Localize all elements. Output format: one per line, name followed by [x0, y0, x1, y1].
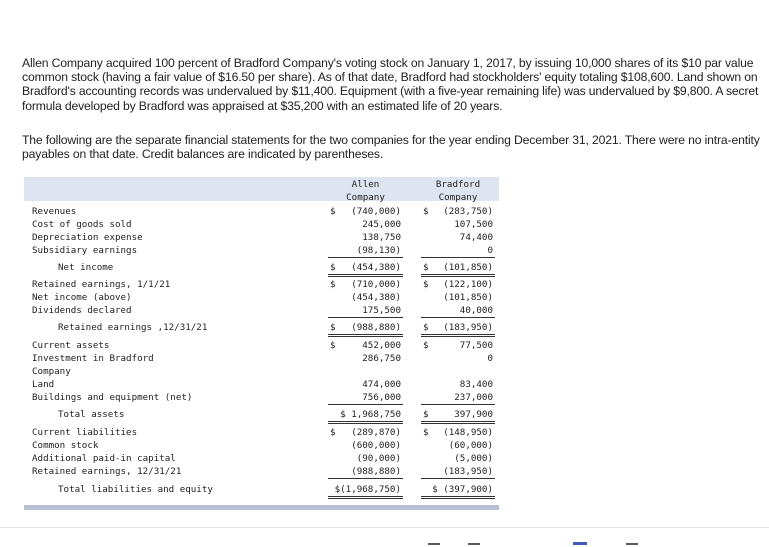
table-row: [24, 439, 499, 452]
bradford-cell: 0: [421, 244, 495, 258]
row-label: Dividends declared: [32, 305, 132, 316]
allen-cell: $ 452,000: [330, 340, 401, 351]
table-row: [24, 321, 499, 334]
allen-cell: 474,000: [362, 379, 401, 390]
next-nav-icon[interactable]: [468, 543, 480, 545]
row-label: Total liabilities and equity: [58, 484, 213, 495]
table-row: [24, 465, 499, 478]
table-row: [24, 352, 499, 365]
row-label: Depreciation expense: [32, 232, 143, 243]
bradford-header: Bradford Company: [435, 179, 481, 203]
table-bottom-bar: [24, 505, 499, 510]
grid-menu-icon[interactable]: [573, 542, 587, 545]
expand-icon[interactable]: [626, 543, 638, 545]
allen-cell: $ (710,000): [330, 279, 401, 290]
allen-cell: (600,000): [351, 440, 401, 451]
table-row: [24, 218, 499, 231]
bradford-cell: $ (122,100): [423, 279, 493, 290]
bradford-cell: $ (183,950): [421, 321, 495, 337]
allen-cell: $ 1,968,750: [328, 408, 403, 424]
bradford-cell: 74,400: [459, 232, 493, 243]
allen-cell: 286,750: [362, 353, 401, 364]
row-label: Common stock: [32, 440, 99, 451]
bradford-cell: $ 397,900: [421, 408, 495, 424]
allen-cell: $ (740,000): [330, 206, 401, 217]
problem-paragraph-1: Allen Company acquired 100 percent of Bradford Company's voting stock on January 1, 2017, by issuing 10,000 shares of its $10 par value common stock (having a fair value of $16.50 per share). As of that date, Bradford had stockholders' equity totaling $108,600. Land shown on Bradford's accounting records was undervalued by $11,400. Equipment (with a five-year remaining life) was undervalued by $9,800. A secret formula developed by Bradford was appraised at $35,200 with an estimated life of 20 years.: [22, 56, 759, 113]
table-row: [24, 278, 499, 291]
bradford-cell: 107,500: [454, 219, 493, 230]
bradford-cell: $ (397,900): [421, 483, 495, 499]
allen-cell: (98,130): [328, 244, 403, 258]
allen-header: Allen Company: [346, 179, 385, 203]
bradford-cell: (60,000): [448, 440, 493, 451]
bradford-cell: 40,000: [421, 304, 495, 318]
allen-cell: 245,000: [362, 219, 401, 230]
table-row: [24, 339, 499, 352]
table-row: [24, 205, 499, 218]
row-label: Retained earnings, 12/31/21: [32, 466, 182, 477]
footer-divider: [0, 527, 769, 528]
row-label: Total assets: [58, 409, 125, 420]
table-row: [24, 426, 499, 439]
allen-cell: (454,380): [351, 292, 401, 303]
table-row: [24, 304, 499, 317]
allen-cell: $ (289,870): [330, 427, 401, 438]
allen-cell: (90,000): [356, 453, 401, 464]
allen-cell: 756,000: [328, 391, 403, 405]
allen-cell: (988,880): [328, 465, 403, 479]
bradford-cell: (101,850): [443, 292, 493, 303]
row-label: Company: [32, 366, 71, 377]
table-row: [24, 365, 499, 378]
table-row: [24, 244, 499, 257]
row-label: Land: [32, 379, 55, 390]
row-label: Subsidiary earnings: [32, 245, 138, 256]
row-label: Net income: [58, 262, 114, 273]
row-label: Retained earnings ,12/31/21: [58, 322, 208, 333]
table-row: [24, 452, 499, 465]
table-row: [24, 378, 499, 391]
row-label: Buildings and equipment (net): [32, 392, 193, 403]
bradford-cell: $ (148,950): [423, 427, 493, 438]
bradford-cell: (5,000): [454, 453, 493, 464]
bradford-cell: 237,000: [421, 391, 495, 405]
problem-paragraph-2: The following are the separate financial statements for the two companies for the year ending December 31, 2021. There were no intra-entity payables on that date. Credit balances are indicated by parentheses.: [22, 133, 760, 162]
row-label: Net income (above): [32, 292, 132, 303]
bradford-cell: $ (283,750): [423, 206, 493, 217]
row-label: Additional paid-in capital: [32, 453, 176, 464]
table-row: [24, 391, 499, 404]
table-row: [24, 291, 499, 304]
allen-cell: $(1,968,750): [328, 483, 403, 499]
row-label: Current assets: [32, 340, 110, 351]
bradford-cell: 83,400: [459, 379, 493, 390]
row-label: Current liabilities: [32, 427, 138, 438]
bradford-cell: 0: [487, 353, 493, 364]
table-row: [24, 231, 499, 244]
bradford-cell: $ 77,500: [423, 340, 493, 351]
table-row: [24, 261, 499, 274]
bradford-cell: (183,950): [421, 465, 495, 479]
row-label: Investment in Bradford: [32, 353, 154, 364]
allen-cell: $ (454,380): [328, 261, 403, 277]
row-label: Cost of goods sold: [32, 219, 132, 230]
allen-cell: 175,500: [328, 304, 403, 318]
prev-nav-icon[interactable]: [428, 543, 440, 545]
table-row: [24, 483, 499, 496]
row-label: Retained earnings, 1/1/21: [32, 279, 171, 290]
row-label: Revenues: [32, 206, 77, 217]
table-row: [24, 408, 499, 421]
bradford-cell: $ (101,850): [421, 261, 495, 277]
allen-cell: 138,750: [362, 232, 401, 243]
allen-cell: $ (988,880): [328, 321, 403, 337]
